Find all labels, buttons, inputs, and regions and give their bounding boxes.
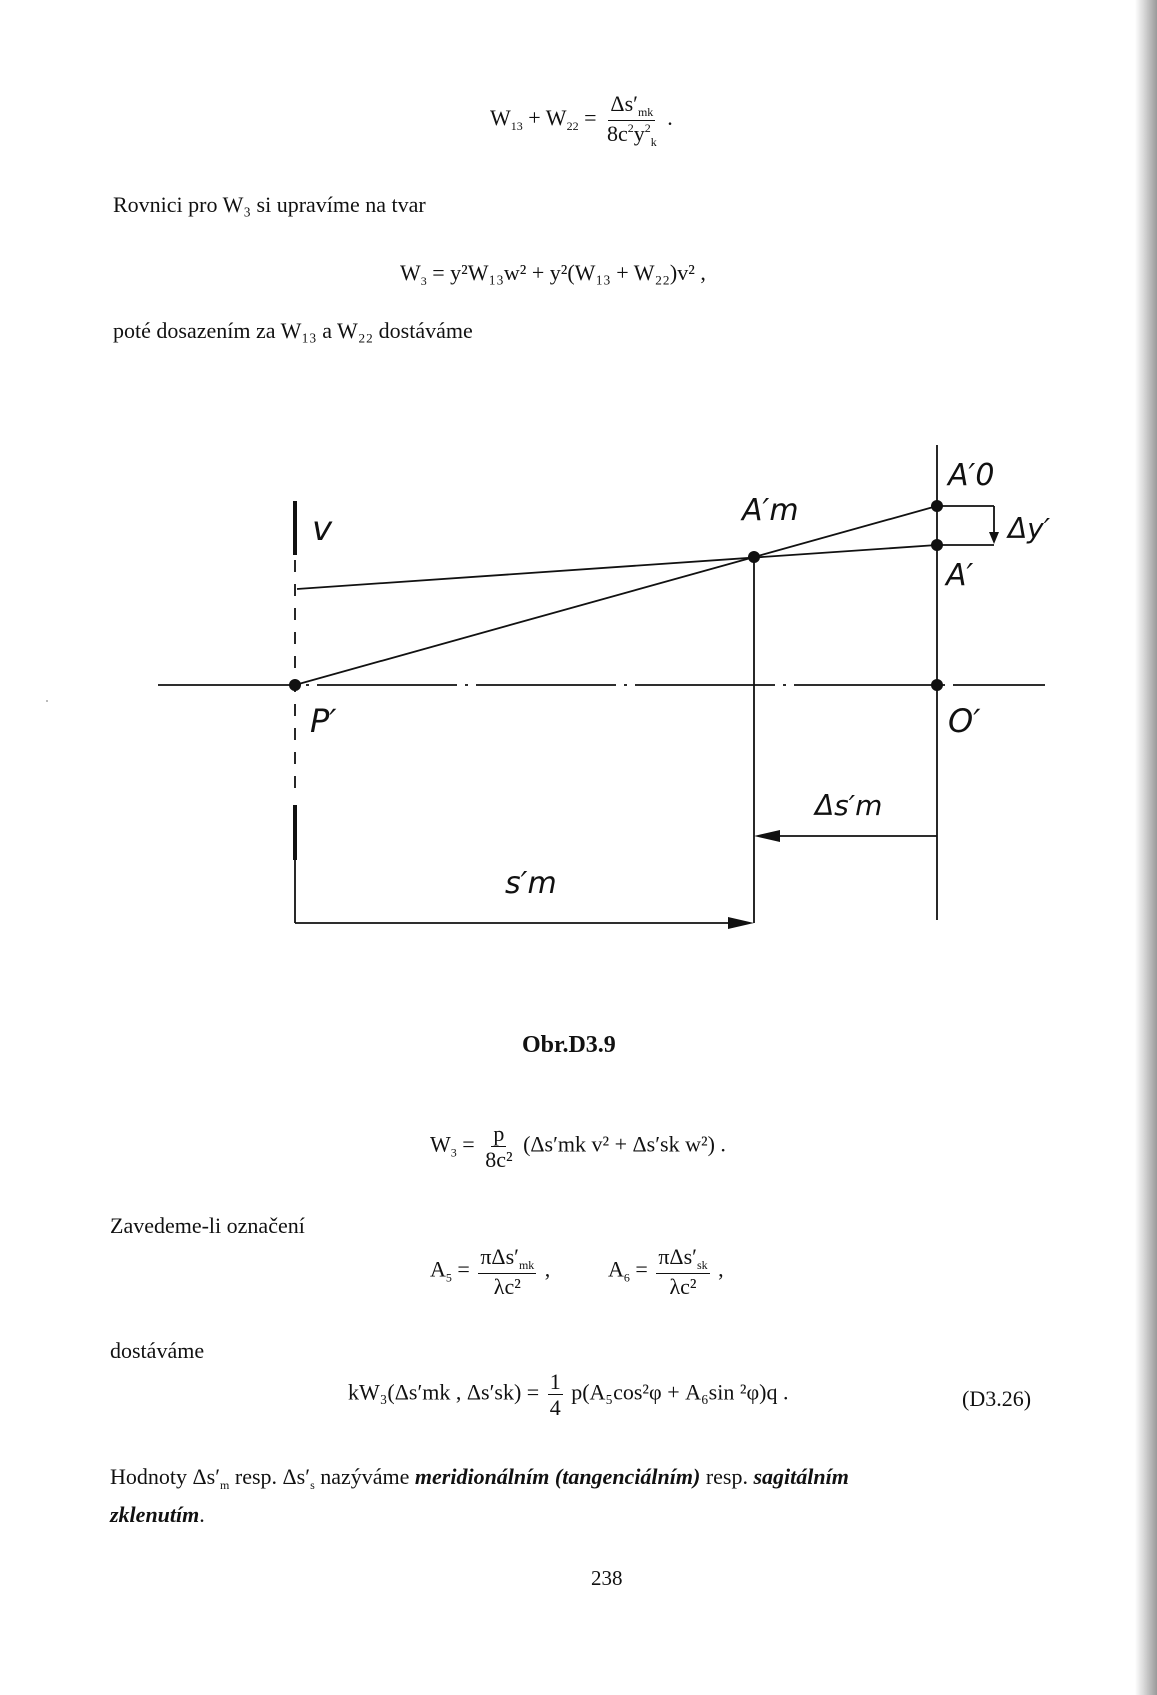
equation-a6: $A_6$ = $\frac{\pi\Delta s'_{sk}}{\text{λc²}}$ ,: [608, 1244, 724, 1299]
fraction: $\frac{p}{\text{8c²}}$: [485, 1121, 513, 1173]
arrow-sm: [728, 917, 754, 929]
equation-w3-expanded: $W_3 = y^2W_{13}w^2 + y^2(W_{13} + W_{22})v^2$ ,: [400, 260, 706, 288]
figure-d3-9: [0, 440, 1157, 960]
fraction: $\frac{\pi\Delta s'_{mk}}{\text{λc²}}$: [480, 1244, 535, 1299]
label-v: v: [312, 509, 333, 549]
point-am: [748, 551, 760, 563]
fraction: $\frac{\Delta s'_{mk}}{8c^2y^2_k}$: [606, 91, 657, 149]
paragraph-zavedeme: Zavedeme-li označení: [110, 1213, 305, 1238]
point-o: [931, 679, 943, 691]
paragraph-hodnoty-line2: zklenutím.: [110, 1502, 205, 1527]
equation-w3: $W_3$ = $\frac{p}{\text{8c²}}$ (Δs′mk v² + Δs′sk w²) .: [430, 1121, 726, 1173]
label-a-prime: A′: [946, 558, 974, 593]
paragraph-dostavame: dostáváme: [110, 1338, 205, 1363]
equation-number: (D3.26): [962, 1386, 1032, 1411]
ray-upper: [297, 545, 937, 589]
label-p-prime: P′: [310, 702, 337, 740]
paragraph-hodnoty: Hodnoty $\Delta s'_m$ resp. $\Delta s'_s$ nazýváme meridionálním (tangenciálním) resp. sagitálním: [110, 1464, 849, 1492]
label-o-prime: O′: [948, 702, 981, 740]
label-a0: A′0: [948, 458, 995, 493]
arrow-delta-y: [989, 532, 999, 544]
fraction: $\frac{\pi\Delta s'_{sk}}{\text{λc²}}$: [658, 1244, 708, 1299]
equation-d3-26: kW₃(Δs′mk , Δs′sk) = $\frac{1}{4}$ p(A₅cos²φ + A₆sin ²φ)q .: [348, 1369, 789, 1421]
label-delta-y: Δy′: [1008, 512, 1051, 545]
equation-w13-w22: $W_{13} + W_{22}$ = $\frac{\Delta s'_{mk}}{8c^2y^2_k}$ .: [490, 91, 673, 149]
arrow-delta-sm: [754, 830, 780, 842]
label-delta-sm: Δs′m: [815, 789, 883, 822]
ray-chief: [295, 506, 937, 685]
page-number: 238: [591, 1566, 623, 1590]
point-a0: [931, 500, 943, 512]
paragraph-dosazenim: poté dosazením za W₁₃ a W₂₂ dostáváme: [113, 318, 473, 343]
paragraph-rovnici: Rovnici pro W₃ si upravíme na tvar: [113, 192, 426, 217]
fraction: $\frac{1}{4}$: [549, 1369, 561, 1421]
figure-caption: Obr.D3.9: [522, 1032, 616, 1058]
point-a: [931, 539, 943, 551]
label-am: A′m: [742, 493, 799, 528]
equation-a5: $A_5$ = $\frac{\pi\Delta s'_{mk}}{\text{λc²}}$ ,: [430, 1244, 551, 1299]
label-sm: s′m: [505, 866, 557, 901]
point-p: [289, 679, 301, 691]
